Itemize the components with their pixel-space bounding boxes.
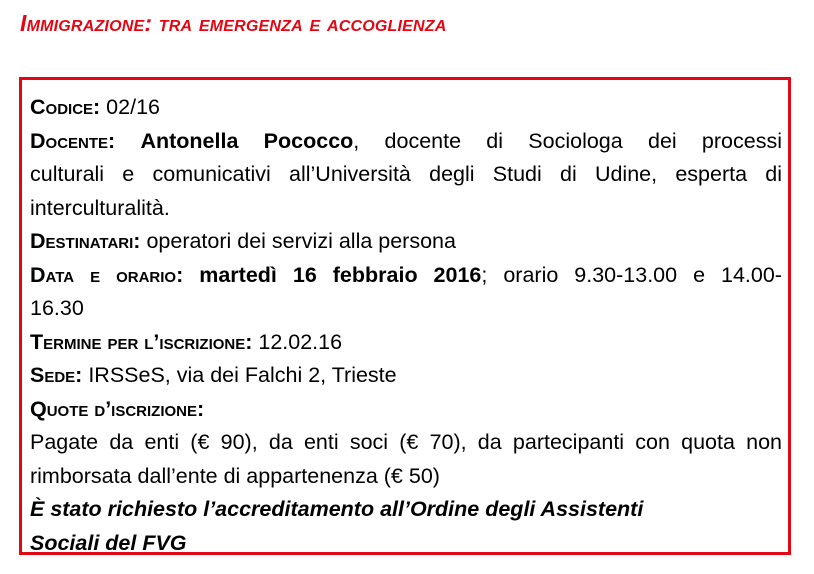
termine-row — [30, 326, 782, 360]
docente-row — [30, 125, 782, 159]
quote-row — [30, 393, 782, 427]
destinatari-value: operatori dei servizi alla persona — [140, 229, 456, 253]
docente-label: Docente: — [30, 128, 116, 153]
quote-label: Quote d’iscrizione: — [30, 396, 205, 421]
docente-name: Antonella Pococco — [140, 128, 354, 153]
sede-value: IRSSeS, via dei Falchi 2, Trieste — [82, 363, 397, 387]
docente-desc-3: interculturalità. — [30, 195, 170, 220]
data-orario-date: martedì 16 febbraio 2016 — [199, 262, 482, 287]
codice-label: Codice: — [30, 95, 101, 119]
docente-desc-2: culturali e comunicativi all’Università degli Studi di Udine, esperta di — [30, 162, 782, 186]
termine-label: Termine per l’iscrizione: — [30, 329, 253, 354]
data-orario-row — [30, 259, 782, 293]
destinatari-label: Destinatari: — [30, 229, 141, 253]
destinatari-row — [30, 225, 782, 259]
course-title: Immigrazione: tra emergenza e accoglienza — [20, 10, 447, 36]
sede-row — [30, 359, 782, 393]
course-info-box — [19, 77, 791, 555]
quote-line-2: rimborsata dall’ente di appartenenza (€ 50) — [30, 463, 440, 488]
termine-value: 12.02.16 — [252, 329, 343, 354]
accreditamento-line-2: Sociali del FVG — [30, 530, 187, 555]
docente-desc-1: , docente di Sociologa dei processi — [353, 128, 782, 153]
sede-label: Sede: — [30, 363, 83, 387]
accreditamento-line-1: È stato richiesto l’accreditamento all’Ordine degli Assistenti — [30, 497, 644, 521]
quote-line-1: Pagate da enti (€ 90), da enti soci (€ 70), da partecipanti con quota non — [30, 430, 782, 454]
data-orario-hours: ; orario 9.30-13.00 e 14.00- — [481, 262, 782, 287]
data-orario-hours-2: 16.30 — [30, 296, 84, 320]
data-orario-label: Data e orario: — [30, 262, 184, 287]
codice-row — [30, 91, 782, 125]
codice-value: 02/16 — [100, 95, 160, 119]
